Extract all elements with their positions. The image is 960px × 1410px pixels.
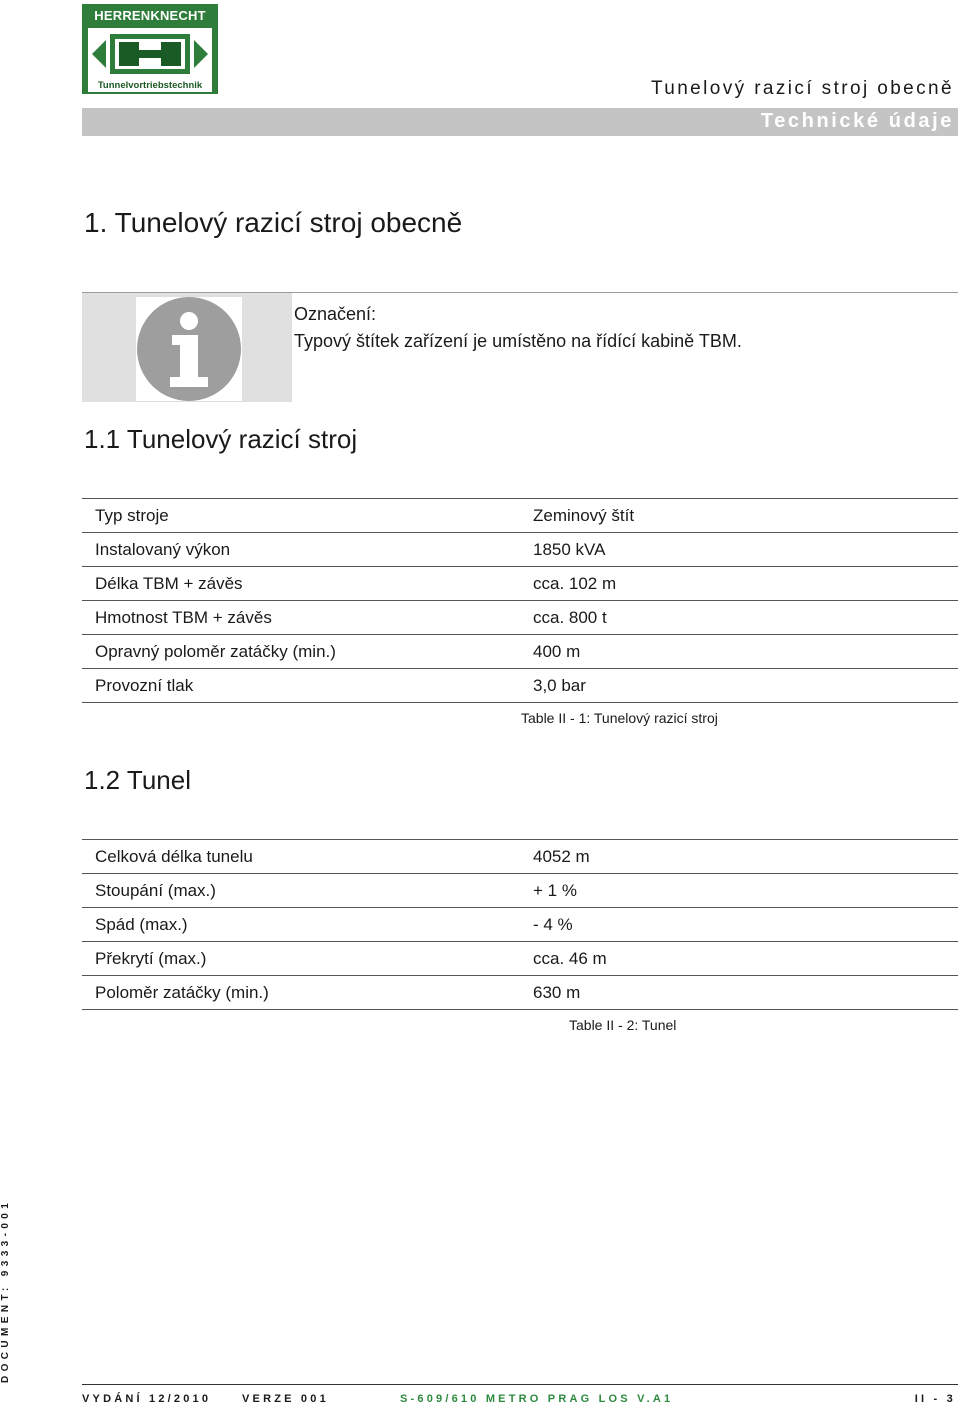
row-key: Překrytí (max.) [82, 942, 520, 976]
row-value: 4052 m [520, 840, 958, 874]
h-logo-icon [88, 28, 212, 80]
row-value: cca. 46 m [520, 942, 958, 976]
row-key: Provozní tlak [82, 669, 520, 703]
table-row [82, 976, 958, 1010]
row-key: Opravný poloměr zatáčky (min.) [82, 635, 520, 669]
info-icon-container [136, 297, 242, 401]
info-text: Typový štítek zařízení je umístěno na řídící kabině TBM. [294, 331, 742, 351]
machine-table [82, 498, 958, 703]
row-key: Spád (max.) [82, 908, 520, 942]
info-text-block [294, 301, 742, 355]
footer-project: S-609/610 METRO PRAG LOS V.A1 [400, 1393, 674, 1405]
table-row [82, 533, 958, 567]
tunnel-table [82, 839, 958, 1010]
row-key: Instalovaný výkon [82, 533, 520, 567]
header-title: Tunelový razicí stroj obecně [650, 78, 954, 99]
row-value: Zeminový štít [520, 499, 958, 533]
table-row [82, 840, 958, 874]
info-note [82, 292, 958, 402]
logo-mark-panel [88, 28, 212, 80]
info-label: Označení: [294, 304, 377, 324]
row-value: 1850 kVA [520, 533, 958, 567]
header-subtitle: Technické údaje [760, 110, 954, 132]
info-icon [136, 297, 242, 401]
logo-tagline: Tunnelvortriebstechnik [88, 80, 212, 92]
footer-page-number: II - 3 [914, 1393, 956, 1405]
row-value: 630 m [520, 976, 958, 1010]
table-row [82, 942, 958, 976]
herrenknecht-logo [82, 4, 218, 94]
row-value: cca. 800 t [520, 601, 958, 635]
table-row [82, 635, 958, 669]
document-number: DOCUMENT: 9333-001 [0, 1198, 11, 1383]
row-value: - 4 % [520, 908, 958, 942]
section-heading-1-1: 1.1 Tunelový razicí stroj [84, 424, 358, 454]
footer-edition: VYDÁNÍ 12/2010 [82, 1393, 212, 1405]
table-row [82, 567, 958, 601]
table-row [82, 601, 958, 635]
section-heading-1: 1. Tunelový razicí stroj obecně [84, 207, 463, 238]
row-value: cca. 102 m [520, 567, 958, 601]
row-key: Poloměr zatáčky (min.) [82, 976, 520, 1010]
row-value: 3,0 bar [520, 669, 958, 703]
row-value: + 1 % [520, 874, 958, 908]
row-key: Typ stroje [82, 499, 520, 533]
table-row [82, 908, 958, 942]
section-heading-1-2: 1.2 Tunel [84, 765, 191, 795]
table-caption-2: Table II - 2: Tunel [569, 1017, 677, 1033]
header-bar [82, 108, 958, 136]
footer-divider [82, 1384, 958, 1385]
footer-version: VERZE 001 [242, 1393, 329, 1405]
row-key: Hmotnost TBM + závěs [82, 601, 520, 635]
table-row [82, 499, 958, 533]
row-value: 400 m [520, 635, 958, 669]
logo-brand: HERRENKNECHT [94, 8, 206, 23]
table-caption-1: Table II - 1: Tunelový razicí stroj [521, 710, 718, 726]
table-row [82, 669, 958, 703]
table-row [82, 874, 958, 908]
row-key: Délka TBM + závěs [82, 567, 520, 601]
row-key: Stoupání (max.) [82, 874, 520, 908]
row-key: Celková délka tunelu [82, 840, 520, 874]
